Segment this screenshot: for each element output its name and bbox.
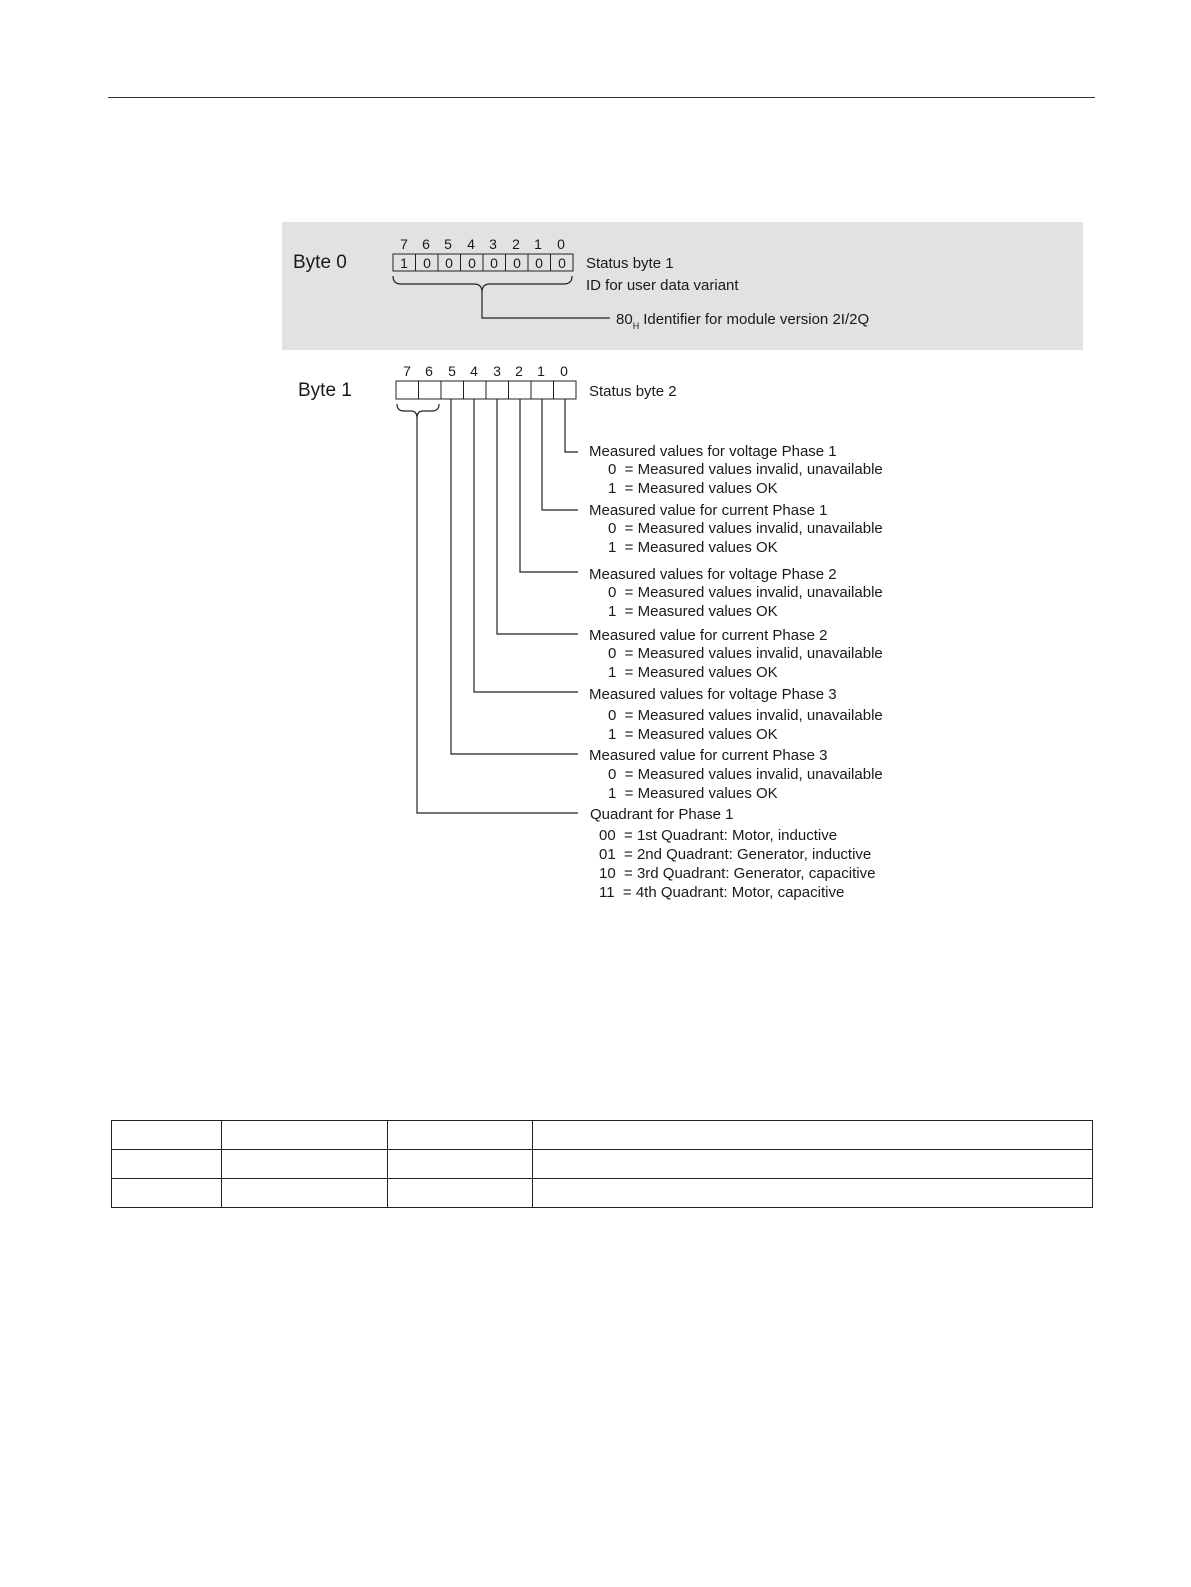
leader-bit-0	[565, 399, 578, 452]
leader-bit-3	[497, 399, 578, 634]
byte0-bitnum-1: 1	[534, 236, 542, 252]
field-title: Measured value for current Phase 3	[589, 747, 828, 764]
byte1-bitnum-0: 0	[560, 363, 568, 379]
field-title: Measured value for current Phase 2	[589, 627, 828, 644]
table-cell	[112, 1150, 222, 1179]
byte1-cell-2	[509, 381, 532, 399]
leader-bit-2	[520, 399, 578, 572]
byte1-bitnum-4: 4	[470, 363, 478, 379]
field-title: Measured values for voltage Phase 2	[589, 566, 837, 583]
table-cell	[533, 1150, 1093, 1179]
byte1-brace	[397, 404, 439, 418]
byte1-field-bit-1	[589, 502, 883, 556]
field-line: 0 = Measured values invalid, unavailable	[608, 766, 883, 783]
byte1-bitnum-7: 7	[403, 363, 411, 379]
leader-bit-5	[451, 399, 578, 754]
field-line: 0 = Measured values invalid, unavailable	[608, 520, 883, 537]
field-line: 1 = Measured values OK	[608, 539, 778, 556]
byte0-bitnum-6: 6	[422, 236, 430, 252]
field-line: 10 = 3rd Quadrant: Generator, capacitive	[599, 865, 876, 882]
table-cell	[112, 1179, 222, 1208]
table-cell	[222, 1121, 388, 1150]
byte1-label: Byte 1	[298, 380, 352, 401]
byte1-cell-4	[464, 381, 487, 399]
field-line: 1 = Measured values OK	[608, 664, 778, 681]
leader-bit-1	[542, 399, 578, 510]
field-line: 1 = Measured values OK	[608, 480, 778, 497]
empty-table	[111, 1120, 1093, 1208]
table-cell	[533, 1121, 1093, 1150]
byte1-bitnum-3: 3	[493, 363, 501, 379]
byte0-bitnum-3: 3	[489, 236, 497, 252]
byte0-bitval-5: 0	[445, 255, 453, 271]
table-row	[112, 1179, 1093, 1208]
byte1-field-bit-2	[589, 566, 883, 620]
table-row	[112, 1121, 1093, 1150]
byte1-title: Status byte 2	[589, 383, 677, 400]
byte1-cell-6	[419, 381, 442, 399]
byte1-field-bit-3	[589, 627, 883, 681]
byte1-bitnum-2: 2	[515, 363, 523, 379]
field-line: 1 = Measured values OK	[608, 785, 778, 802]
byte1-cell-7	[396, 381, 419, 399]
byte1-cell-1	[531, 381, 554, 399]
table-cell	[222, 1179, 388, 1208]
byte0-id-text: Identifier for module version 2I/2Q	[643, 311, 870, 328]
table-cell	[222, 1150, 388, 1179]
field-title: Measured values for voltage Phase 1	[589, 443, 837, 460]
byte0-bitval-0: 0	[558, 255, 566, 271]
byte0-bitval-1: 0	[535, 255, 543, 271]
field-line: 0 = Measured values invalid, unavailable	[608, 645, 883, 662]
byte1-bitnum-5: 5	[448, 363, 456, 379]
byte1-cell-5	[441, 381, 464, 399]
byte1-field-bit-4	[589, 686, 883, 743]
byte1-cell-0	[554, 381, 577, 399]
byte0-label: Byte 0	[293, 252, 347, 273]
byte0-bitval-2: 0	[513, 255, 521, 271]
table-cell	[388, 1179, 533, 1208]
byte1-field-bit-0	[589, 443, 883, 497]
byte0-title: Status byte 1	[586, 255, 674, 272]
field-line: 00 = 1st Quadrant: Motor, inductive	[599, 827, 838, 844]
byte1-field-bit-6-7	[590, 806, 875, 901]
byte0-id-value: 80	[616, 311, 633, 328]
byte1-bitnum-1: 1	[537, 363, 545, 379]
leader-bit-4	[474, 399, 578, 692]
field-line: 11 = 4th Quadrant: Motor, capacitive	[599, 884, 845, 901]
field-line: 1 = Measured values OK	[608, 726, 778, 743]
field-line: 1 = Measured values OK	[608, 603, 778, 620]
byte1-bitnum-6: 6	[425, 363, 433, 379]
field-line: 01 = 2nd Quadrant: Generator, inductive	[599, 846, 872, 863]
field-line: 0 = Measured values invalid, unavailable	[608, 707, 883, 724]
byte0-bitnum-4: 4	[467, 236, 475, 252]
byte0-bitnum-7: 7	[400, 236, 408, 252]
field-title: Measured value for current Phase 1	[589, 502, 828, 519]
byte1-bit-numbers	[403, 363, 568, 379]
byte0-subtitle: ID for user data variant	[586, 277, 739, 294]
table-cell	[388, 1150, 533, 1179]
byte0-bitnum-5: 5	[444, 236, 452, 252]
table-cell	[533, 1179, 1093, 1208]
table-cell	[388, 1121, 533, 1150]
byte0-bitnum-0: 0	[557, 236, 565, 252]
byte1-cell-3	[486, 381, 509, 399]
field-line: 0 = Measured values invalid, unavailable	[608, 584, 883, 601]
byte0-bitval-6: 0	[423, 255, 431, 271]
byte0-bitnum-2: 2	[512, 236, 520, 252]
byte0-bitval-3: 0	[490, 255, 498, 271]
field-title: Measured values for voltage Phase 3	[589, 686, 837, 703]
byte1-cells	[396, 381, 576, 399]
byte0-bitval-7: 1	[400, 255, 408, 271]
field-title: Quadrant for Phase 1	[590, 806, 734, 823]
table-row	[112, 1150, 1093, 1179]
table-cell	[112, 1121, 222, 1150]
byte1-field-bit-5	[589, 747, 883, 802]
byte0-id-subscript: H	[632, 321, 640, 331]
byte0-bitval-4: 0	[468, 255, 476, 271]
byte1-leader-lines	[417, 399, 578, 813]
field-line: 0 = Measured values invalid, unavailable	[608, 461, 883, 478]
